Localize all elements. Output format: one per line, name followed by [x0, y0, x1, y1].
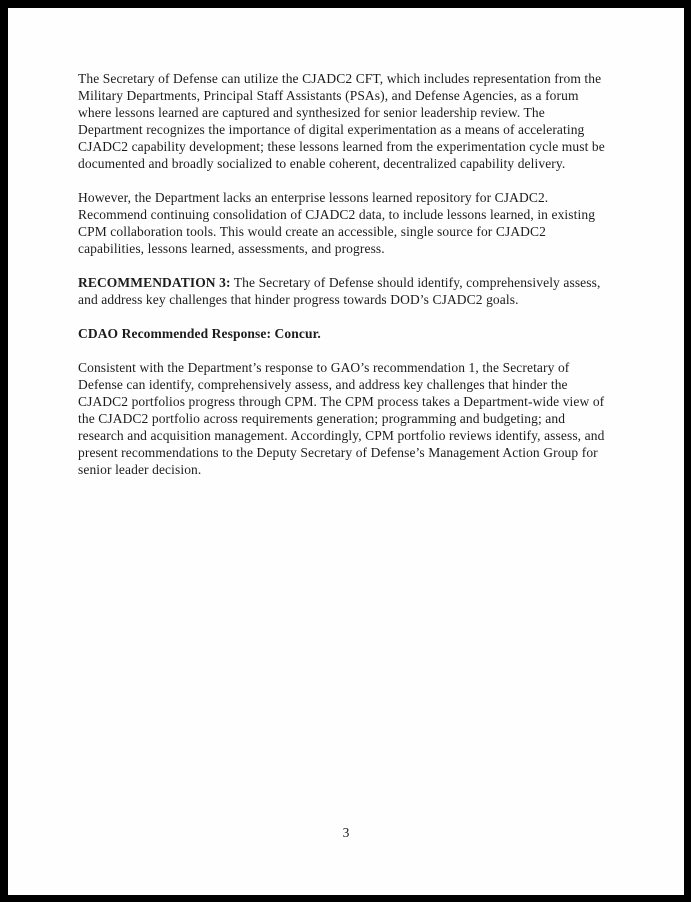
- page-number: 3: [342, 825, 350, 840]
- paragraph-cjadc2-cft: The Secretary of Defense can utilize the CJADC2 CFT, which includes representation from the Military Departments, Principal Staff Assistants (PSAs), and Defense Agencies, as a forum where lessons learned are captured and synthesized for senior leadership review. The Department recognizes the importance of digital experimentation as a means of accelerating CJADC2 capability development; these lessons learned from the experimentation cycle must be documented and broadly socialized to enable coherent, decentralized capability delivery.: [78, 71, 605, 171]
- document-page: [8, 8, 684, 895]
- paragraph-recommendation-3: [78, 274, 613, 308]
- recommendation-3-text: The Secretary of Defense should identify, comprehensively assess, and address key challenges that hinder progress towards DOD’s CJADC2 goals.: [78, 275, 601, 307]
- heading-cdao-recommended-response: CDAO Recommended Response: Concur.: [78, 326, 321, 341]
- paragraph-lessons-learned-repository: However, the Department lacks an enterprise lessons learned repository for CJADC2. Recommend continuing consolidation of CJADC2 data, to include lessons learned, in existing CPM collaboration tools. This would create an accessible, single source for CJADC2 capabilities, lessons learned, assessments, and progress.: [78, 190, 596, 256]
- recommendation-3-label: RECOMMENDATION 3:: [78, 275, 231, 290]
- document-text-block: [78, 70, 613, 495]
- paragraph-cpm-process: Consistent with the Department’s response to GAO’s recommendation 1, the Secretary of Defense can identify, comprehensively assess, and address key challenges that hinder the CJADC2 portfolios progress through CPM. The CPM process takes a Department-wide view of the CJADC2 portfolio across requirements generation; programming and budgeting; and research and acquisition management. Accordingly, CPM portfolio reviews identify, assess, and present recommendations to the Deputy Secretary of Defense’s Management Action Group for senior leader decision.: [78, 360, 605, 477]
